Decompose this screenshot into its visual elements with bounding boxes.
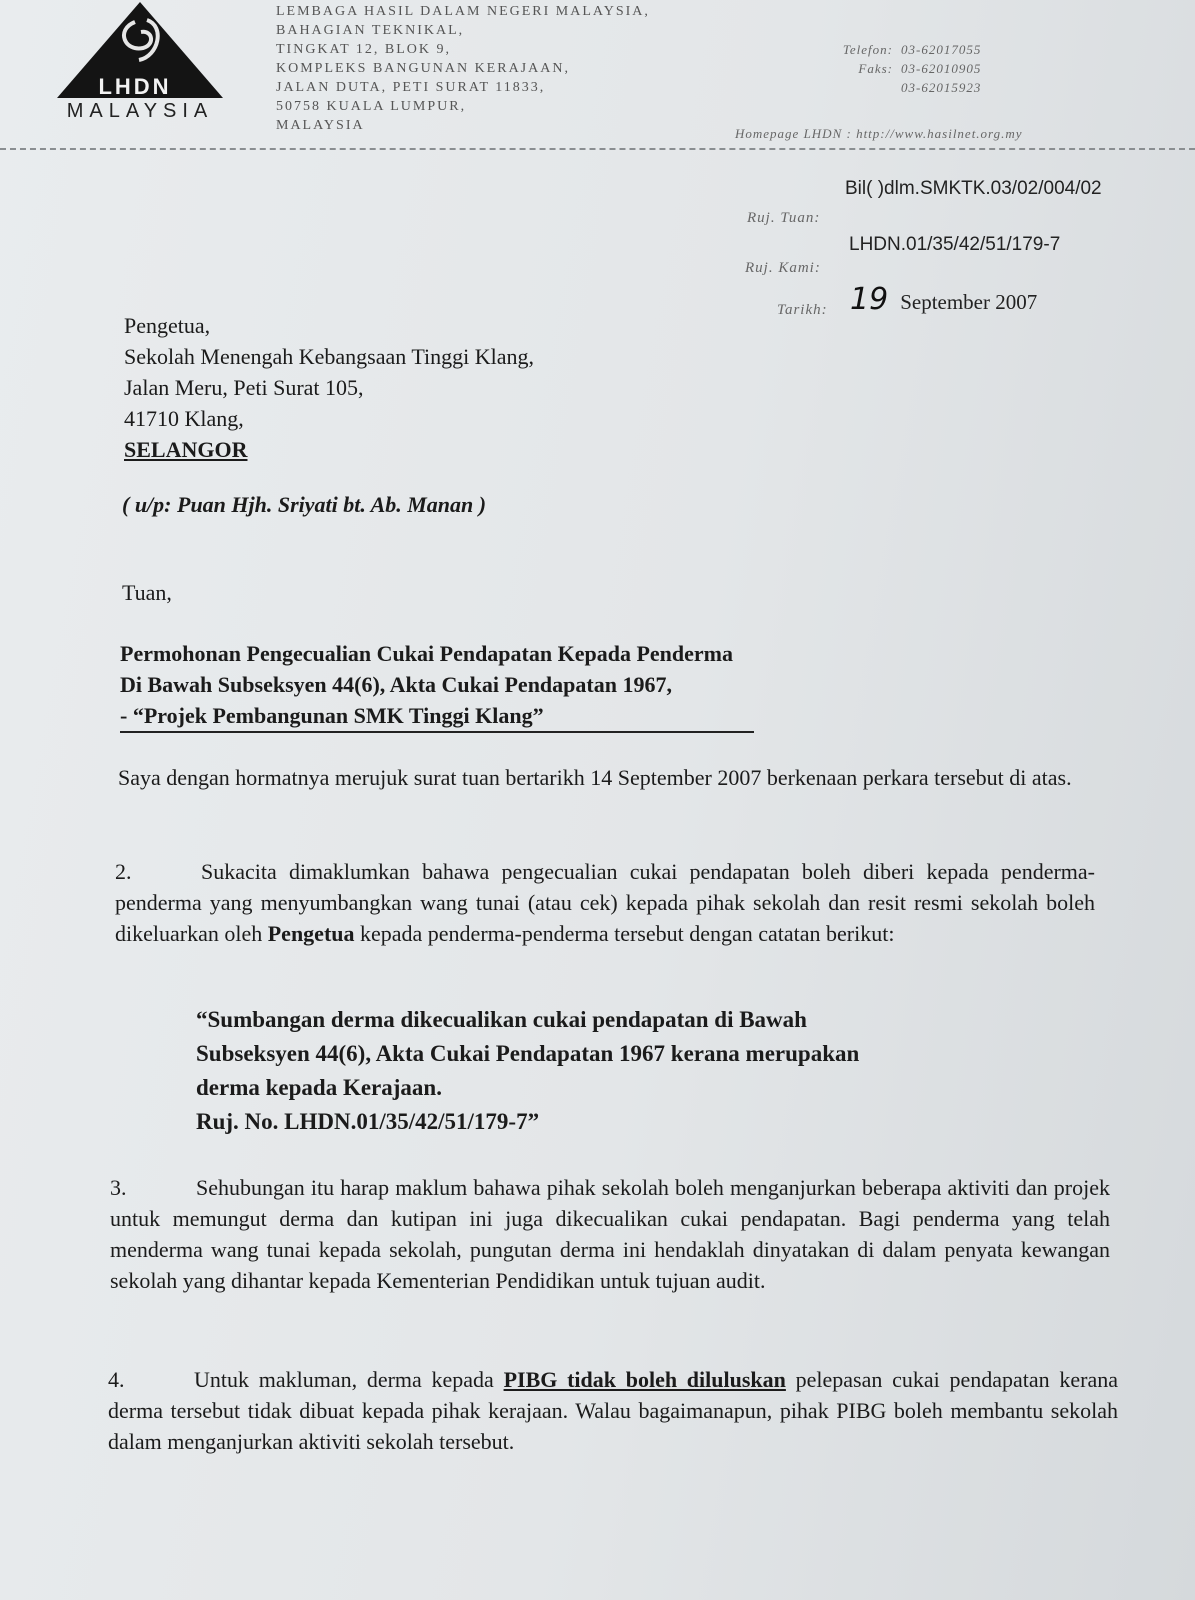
logo-text: LHDN — [98, 74, 172, 99]
quote-line: Subseksyen 44(6), Akta Cukai Pendapatan 1967 kerana merupakan — [196, 1041, 860, 1066]
org-line: MALAYSIA — [276, 118, 365, 133]
paragraph-2-text-a: Sukacita dimaklumkan bahawa pengecualian cukai pendapatan boleh diberi kepada penderma-penderma yang menyumbangkan wang tunai (atau cek) kepada pihak sekolah dan resit resmi sekolah boleh dikeluarkan oleh — [115, 859, 1095, 946]
handwritten-day: 19 — [850, 282, 889, 317]
faks-label: Faks: — [858, 61, 893, 76]
paragraph-4-bold: PIBG tidak boleh diluluskan — [503, 1367, 786, 1392]
paragraph-4 — [108, 1364, 1118, 1457]
faks-number: 03-62010905 — [901, 61, 982, 76]
salutation: Tuan, — [122, 580, 172, 605]
organization-address — [276, 2, 650, 135]
subject-line-1: Permohonan Pengecualian Cukai Pendapatan Kepada Penderma — [120, 641, 733, 666]
faks-number-2: 03-62015923 — [901, 80, 982, 95]
homepage-link: Homepage LHDN : http://www.hasilnet.org.my — [735, 126, 1023, 141]
org-line: 50758 KUALA LUMPUR, — [276, 99, 467, 114]
logo-subtext: MALAYSIA — [66, 100, 214, 122]
org-line: TINGKAT 12, BLOK 9, — [276, 42, 452, 57]
paragraph-4-text-a: Untuk makluman, derma kepada — [194, 1367, 504, 1392]
addressee-block — [124, 310, 534, 465]
letterhead-divider — [0, 148, 1195, 150]
lhdn-logo — [45, 0, 235, 125]
paragraph-3 — [110, 1172, 1110, 1296]
paragraph-2 — [115, 856, 1095, 949]
addressee-title: Pengetua, — [124, 313, 211, 338]
paragraph-3-text: Sehubungan itu harap maklum bahawa pihak sekolah boleh menganjurkan beberapa aktiviti dan projek untuk memungut derma dan kutipan ini juga dikecualikan cukai pendapatan. Bagi penderma yang telah menderma wang tunai kepada sekolah, pungutan derma ini hendaklah dinyatakan di dalam penyata kewangan sekolah yang dihantar kepada Kementerian Pendidikan untuk tujuan audit. — [110, 1175, 1110, 1293]
quoted-note — [196, 1003, 1016, 1139]
addressee-postcode: 41710 Klang, — [124, 406, 244, 431]
org-line: LEMBAGA HASIL DALAM NEGERI MALAYSIA, — [276, 4, 650, 19]
addressee-school: Sekolah Menengah Kebangsaan Tinggi Klang, — [124, 344, 534, 369]
org-line: BAHAGIAN TEKNIKAL, — [276, 23, 465, 38]
subject-heading — [120, 638, 754, 733]
paragraph-number: 2. — [115, 859, 132, 884]
addressee-state: SELANGOR — [124, 437, 248, 462]
quote-line: derma kepada Kerajaan. — [196, 1075, 442, 1100]
subject-line-3: - “Projek Pembangunan SMK Tinggi Klang” — [120, 700, 754, 733]
paragraph-number: 4. — [108, 1367, 125, 1392]
date-month-year: September 2007 — [900, 290, 1038, 314]
paragraph-4-text-b: pelepasan cukai pendapatan kerana derma tersebut tidak dibuat kepada pihak kerajaan. Walau bagaimanapun, pihak PIBG boleh membantu sekolah dalam menganjurkan aktiviti sekolah tersebut. — [108, 1367, 1118, 1454]
ruj-tuan-label: Ruj. Tuan: — [747, 210, 821, 226]
tarikh-label: Tarikh: — [777, 302, 828, 318]
attention-line: ( u/p: Puan Hjh. Sriyati bt. Ab. Manan ) — [122, 492, 487, 517]
telefon-number: 03-62017055 — [901, 42, 982, 57]
reference-bil: Bil( )dlm.SMKTK.03/02/004/02 — [845, 178, 1102, 199]
paragraph-1: Saya dengan hormatnya merujuk surat tuan bertarikh 14 September 2007 berkenaan perkara tersebut di atas. — [118, 765, 1072, 790]
subject-line-2: Di Bawah Subseksyen 44(6), Akta Cukai Pendapatan 1967, — [120, 672, 672, 697]
ruj-kami-value: LHDN.01/35/42/51/179-7 — [849, 234, 1061, 255]
ruj-kami-label: Ruj. Kami: — [745, 260, 821, 276]
letter-date — [850, 282, 1037, 317]
contact-info — [823, 40, 981, 97]
org-line: JALAN DUTA, PETI SURAT 11833, — [276, 80, 546, 95]
paragraph-number: 3. — [110, 1175, 127, 1200]
quote-line: “Sumbangan derma dikecualikan cukai pendapatan di Bawah — [196, 1007, 807, 1032]
addressee-street: Jalan Meru, Peti Surat 105, — [124, 375, 364, 400]
paragraph-2-text-b: kepada penderma-penderma tersebut dengan catatan berikut: — [354, 921, 895, 946]
quote-line: Ruj. No. LHDN.01/35/42/51/179-7” — [196, 1109, 540, 1134]
org-line: KOMPLEKS BANGUNAN KERAJAAN, — [276, 61, 570, 76]
telefon-label: Telefon: — [842, 42, 893, 57]
paragraph-2-bold: Pengetua — [267, 921, 355, 946]
